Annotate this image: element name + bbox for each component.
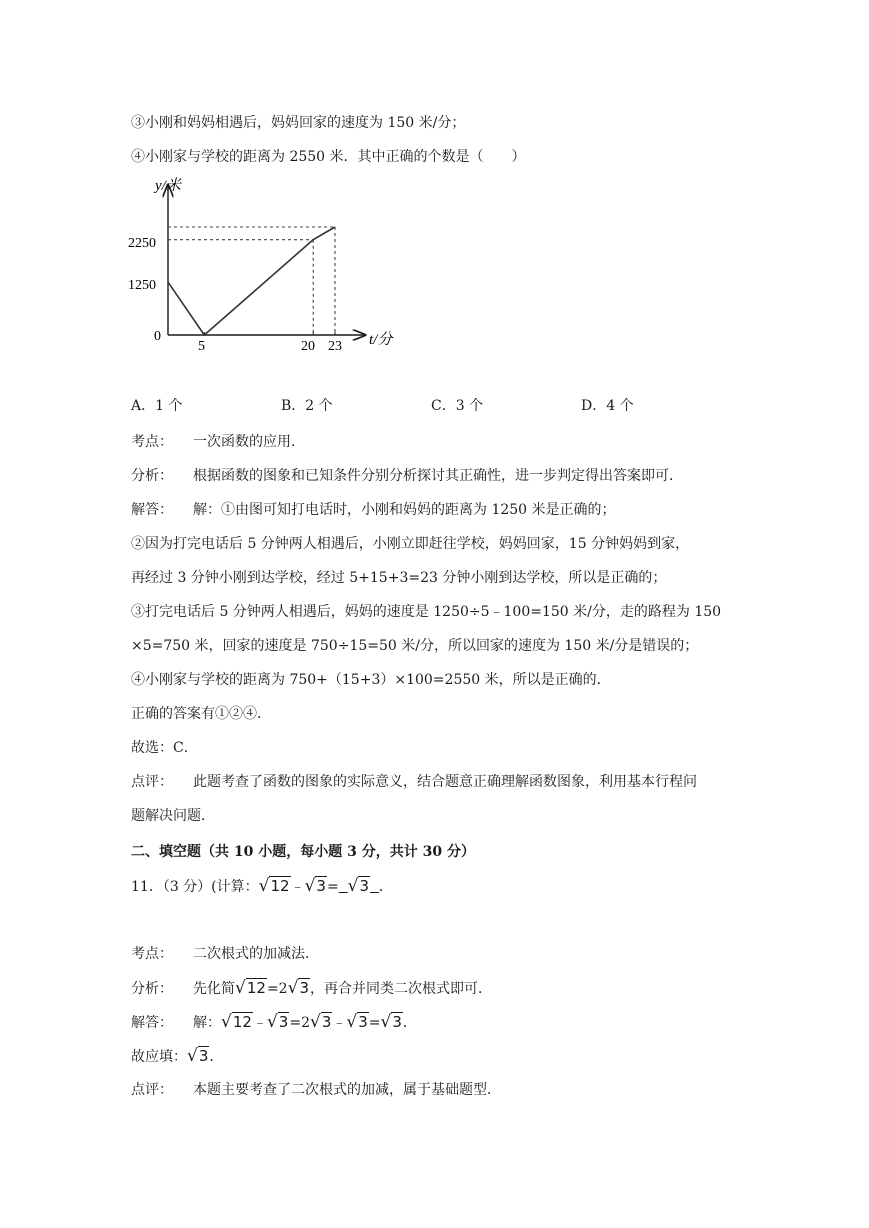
dianping-line-2: 题解决问题． (131, 808, 215, 824)
kaodian-label: 考点： (131, 946, 173, 962)
sqrt-12: √12 (258, 876, 290, 896)
q11-jieda: 解答： 解：√12﹣√3=2√3﹣√3=√3． (131, 1012, 417, 1032)
jieda-line-7: 正确的答案有①②④． (131, 706, 271, 722)
q11-fenxi: 分析： 先化简√12=2√3，再合并同类二次根式即可． (131, 978, 492, 998)
q10-dianping (131, 772, 751, 792)
y-axis-label: y/米 (155, 178, 181, 194)
q11-dianping (131, 1080, 751, 1100)
question-item-3: ③小刚和妈妈相遇后，妈妈回家的速度为 150 米/分； (131, 115, 466, 131)
option-d[interactable]: D．4 个 (581, 398, 634, 414)
jieda-line-6: ④小刚家与学校的距离为 750+（15+3）×100=2550 米，所以是正确的． (131, 672, 611, 688)
option-b[interactable]: B．2 个 (281, 398, 333, 414)
x-tick-23: 23 (328, 339, 342, 354)
dianping-line-1: 此题考查了函数的图象的实际意义，结合题意正确理解函数图象，利用基本行程问 (193, 774, 697, 790)
guying-label: 故应填： (131, 1049, 187, 1065)
answer-options (131, 396, 751, 416)
dianping-text: 本题主要考查了二次根式的加减，属于基础题型． (193, 1082, 501, 1098)
q11-stem-prefix: 11．（3 分）(计算： (131, 879, 259, 895)
q11-stem: 11．（3 分）(计算：√12﹣√3= √3 ． (131, 876, 393, 896)
x-tick-20: 20 (301, 339, 315, 354)
q11-answer-blank: √3 (347, 876, 369, 896)
q11-kaodian (131, 944, 751, 964)
jieda-line-1: 解：①由图可知打电话时，小刚和妈妈的距离为 1250 米是正确的； (193, 502, 616, 518)
section-2-title: 二、填空题（共 10 小题，每小题 3 分，共计 30 分） (131, 844, 475, 860)
kaodian-text: 一次函数的应用． (193, 434, 305, 450)
dianping-label: 点评： (131, 1082, 173, 1098)
question-item-4: ④小刚家与学校的距离为 2550 米．其中正确的个数是（ ） (131, 149, 526, 165)
kaodian-label: 考点： (131, 434, 173, 450)
x-tick-5: 5 (198, 339, 205, 354)
function-graph (125, 172, 405, 362)
sqrt-3: √3 (304, 876, 326, 896)
fenxi-text: 根据函数的图象和已知条件分别分析探讨其正确性，进一步判定得出答案即可． (193, 468, 683, 484)
option-c[interactable]: C．3 个 (431, 398, 484, 414)
fenxi-label: 分析： (131, 981, 173, 997)
option-a[interactable]: A．1 个 (131, 398, 183, 414)
kaodian-text: 二次根式的加减法． (193, 946, 319, 962)
guxuan-line: 故选：C． (131, 740, 198, 756)
fenxi-label: 分析： (131, 468, 173, 484)
q10-fenxi (131, 466, 751, 486)
jieda-line-2: ②因为打完电话后 5 分钟两人相遇后，小刚立即赶往学校，妈妈回家，15 分钟妈妈到家， (131, 536, 690, 552)
jieda-line-5: ×5=750 米，回家的速度是 750÷15=50 米/分，所以回家的速度为 150 米/分是错误的； (131, 638, 699, 654)
origin-label: 0 (154, 329, 161, 344)
jieda-line-4: ③打完电话后 5 分钟两人相遇后，妈妈的速度是 1250÷5﹣100=150 米/分，走的路程为 150 (131, 604, 722, 620)
q10-jieda (131, 500, 751, 520)
x-axis-label: t/分 (369, 332, 393, 348)
q10-kaodian (131, 432, 751, 452)
series-line (168, 227, 335, 335)
jieda-line-3: 再经过 3 分钟小刚到达学校，经过 5+15+3=23 分钟小刚到达学校，所以是正确的； (131, 570, 667, 586)
q11-guying: 故应填：√3． (131, 1046, 224, 1066)
dianping-label: 点评： (131, 774, 173, 790)
y-tick-1250: 1250 (128, 278, 156, 293)
y-tick-2250: 2250 (128, 236, 156, 251)
jieda-label: 解答： (131, 1015, 173, 1031)
jieda-label: 解答： (131, 502, 173, 518)
